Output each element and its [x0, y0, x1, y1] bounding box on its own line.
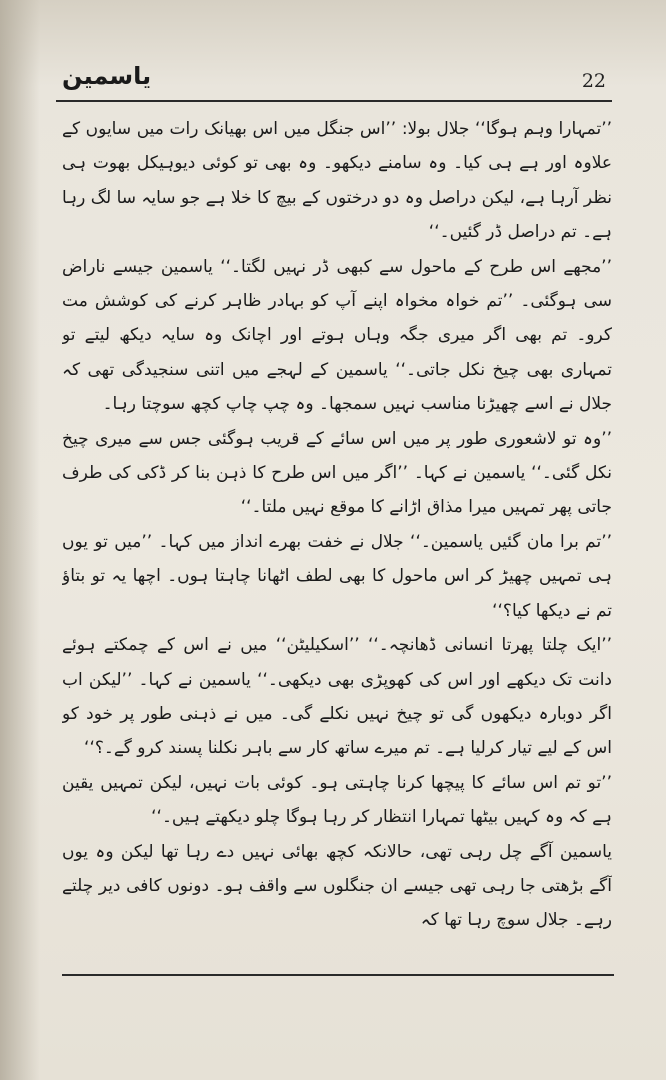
paragraph: یاسمین آگے چل رہی تھی، حالانکہ کچھ بھائی نہیں دے رہا تھا لیکن وہ یوں آگے بڑھتی جا رہی تھی جیسے ان جنگلوں سے واقف ہو۔ دونوں کافی دیر چلتے رہے۔ جلال سوچ رہا تھا کہ: [62, 841, 612, 931]
paragraph: ’’تم برا مان گئیں یاسمین۔‘‘ جلال نے خفت بھرے انداز میں کہا۔ ’’میں تو یوں ہی تمہیں چھیڑ کر اس ماحول کا بھی لطف اٹھانا چاہتا ہوں۔ اچھا یہ تو بتاؤ تم نے دیکھا کیا؟‘‘: [62, 531, 612, 621]
paragraph: ’’مجھے اس طرح کے ماحول سے کبھی ڈر نہیں لگتا۔‘‘ یاسمین جیسے ناراض سی ہوگئی۔ ’’تم خواہ مخواہ اپنے آپ کو بہادر ظاہر کرنے کی کوشش مت کرو۔ تم بھی اگر میری جگہ وہاں ہوتے اور اچانک وہ سایہ دیکھ لیتے تو تمہاری بھی چیخ نکل جاتی۔‘‘ یاسمین کے لہجے میں اتنی سنجیدگی تھی کہ جلال نے اسے چھیڑنا مناسب نہیں سمجھا۔ وہ چپ چاپ کچھ سوچتا رہا۔: [62, 256, 612, 415]
header-rule: [56, 100, 612, 102]
paragraph: ’’تمہارا وہم ہوگا‘‘ جلال بولا: ’’اس جنگل میں اس بھیانک رات میں سایوں کے علاوہ اور ہے ہی کیا۔ وہ سامنے دیکھو۔ وہ بھی تو کوئی دیوہیکل بھوت ہی نظر آرہا ہے، لیکن دراصل وہ دو درختوں کے بیچ کا خلا ہے جو سایہ سا لگ رہا ہے۔ تم دراصل ڈر گئیں۔‘‘: [62, 119, 612, 243]
paragraph: ’’تو تم اس سائے کا پیچھا کرنا چاہتی ہو۔ کوئی بات نہیں، لیکن تمہیں یقین ہے کہ وہ کہیں بیٹھا تمہارا انتظار کر رہا ہوگا چلو دیکھتے ہیں۔‘‘: [62, 772, 612, 828]
paragraph: ’’وہ تو لاشعوری طور پر میں اس سائے کے قریب ہوگئی جس سے میری چیخ نکل گئی۔‘‘ یاسمین نے کہا۔ ’’اگر میں اس طرح کا ذہن بنا کر ڈکی کی طرف جاتی پھر تمہیں میرا مذاق اڑانے کا موقع نہیں ملتا۔‘‘: [62, 428, 612, 518]
page-body: [62, 112, 612, 972]
running-title: یاسمین: [62, 62, 152, 90]
footer-rule: [62, 974, 614, 976]
paragraph: ’’ایک چلتا پھرتا انسانی ڈھانچہ۔‘‘ ’’اسکیلیٹن‘‘ میں نے اس کے چمکتے ہوئے دانت تک دیکھے اور اس کی کھوپڑی بھی دیکھی۔‘‘ یاسمین نے کہا۔ ’’لیکن اب اگر دوبارہ دیکھوں گی تو چیخ نہیں نکلے گی۔ میں نے ذہنی طور پر خود کو اس کے لیے تیار کرلیا ہے۔ تم میرے ساتھ کار سے باہر نکلنا پسند کرو گے۔؟‘‘: [62, 635, 612, 759]
page-number: 22: [581, 70, 606, 92]
page-header: [62, 58, 612, 102]
